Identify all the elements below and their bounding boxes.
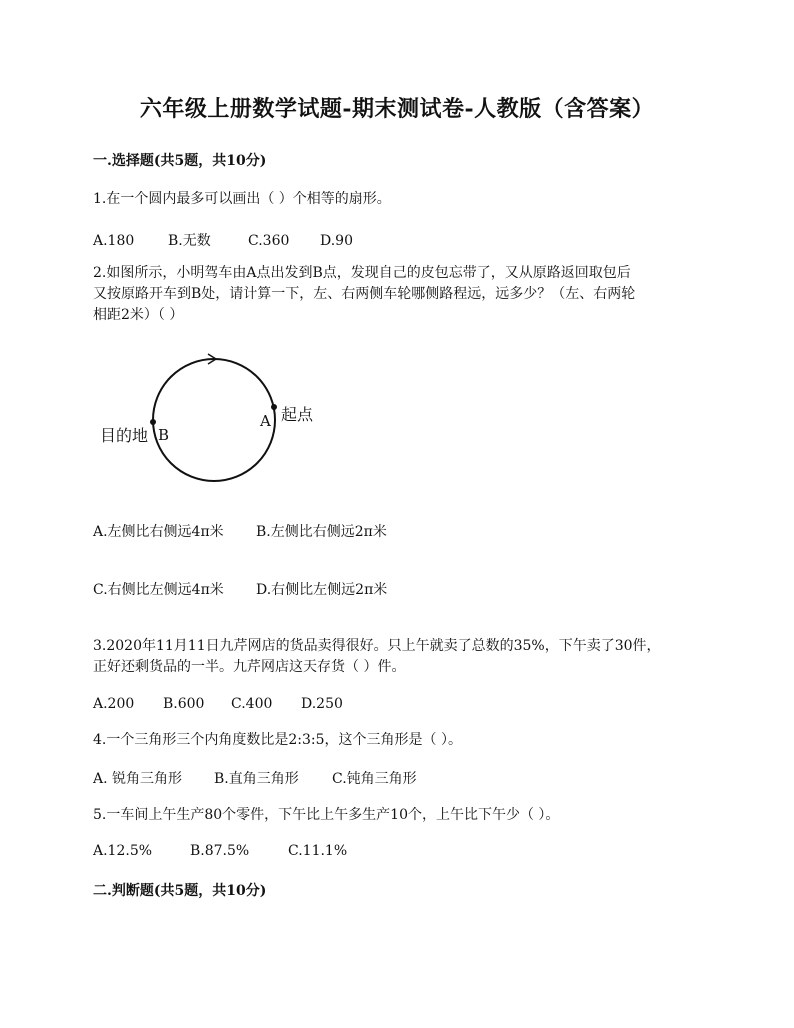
question-1-text: 1.在一个圆内最多可以画出（ ）个相等的扇形。 [93,191,391,207]
question-5-options [93,843,347,859]
option-b: B.87.5% [190,843,250,859]
point-b-dot [150,419,156,425]
section-heading-judgement: 二.判断题(共5题，共10分) [93,883,267,899]
destination-label: 目的地 [100,426,149,445]
option-c: C.右侧比左侧远4π米 [93,582,224,598]
section-heading-choice: 一.选择题(共5题，共10分) [93,153,267,169]
option-c: C.360 [248,233,290,249]
circle-diagram-svg [96,348,336,488]
question-2-line-1: 2.如图所示，小明驾车由A点出发到B点，发现自己的皮包忘带了，又从原路返回取包后 [93,265,631,281]
question-2-line-3: 相距2米）（ ） [93,307,184,323]
option-a: A.左侧比右侧远4π米 [93,524,224,540]
option-c: C.钝角三角形 [332,771,417,787]
option-a: A.12.5% [93,843,153,859]
question-2-line-2: 又按原路开车到B处，请计算一下，左、右两侧车轮哪侧路程远，远多少？（左、右两轮 [93,286,636,302]
option-b: B.无数 [168,233,211,249]
question-3-text [93,636,713,678]
point-a-label: A [260,412,271,430]
start-label: 起点 [281,405,314,424]
option-c: C.400 [231,696,273,712]
question-2-options-row-1 [93,521,387,541]
point-a-dot [271,404,277,410]
question-4-options [93,768,417,788]
option-a: A. 锐角三角形 [93,771,183,787]
circle-route-diagram [96,348,336,488]
option-a: A.180 [93,233,135,249]
point-b-label: B [158,426,170,444]
question-3-line-1: 3.2020年11月11日九芹网店的货品卖得很好。只上午就卖了总数的35%，下午卖了30件， [93,638,661,654]
question-3-options [93,696,343,712]
option-d: D.90 [320,233,353,249]
option-c: C.11.1% [288,843,348,859]
option-b: B.600 [163,696,205,712]
option-b: B.左侧比右侧远2π米 [256,524,387,540]
route-circle [153,359,275,481]
option-d: D.右侧比左侧远2π米 [256,582,388,598]
question-1-options [93,230,353,250]
option-d: D.250 [301,696,343,712]
option-b: B.直角三角形 [214,771,299,787]
question-2-text [93,263,713,326]
option-a: A.200 [93,696,135,712]
question-3-line-2: 正好还剩货品的一半。九芹网店这天存货（ ）件。 [93,659,406,675]
question-5-text: 5.一车间上午生产80个零件，下午比上午多生产10个，上午比下午少（ ）。 [93,807,560,823]
page-title: 六年级上册数学试题-期末测试卷-人教版（含答案） [139,96,655,122]
question-2-options-row-2 [93,579,387,599]
question-4-text: 4.一个三角形三个内角度数比是2:3:5，这个三角形是（ ）。 [93,732,462,748]
